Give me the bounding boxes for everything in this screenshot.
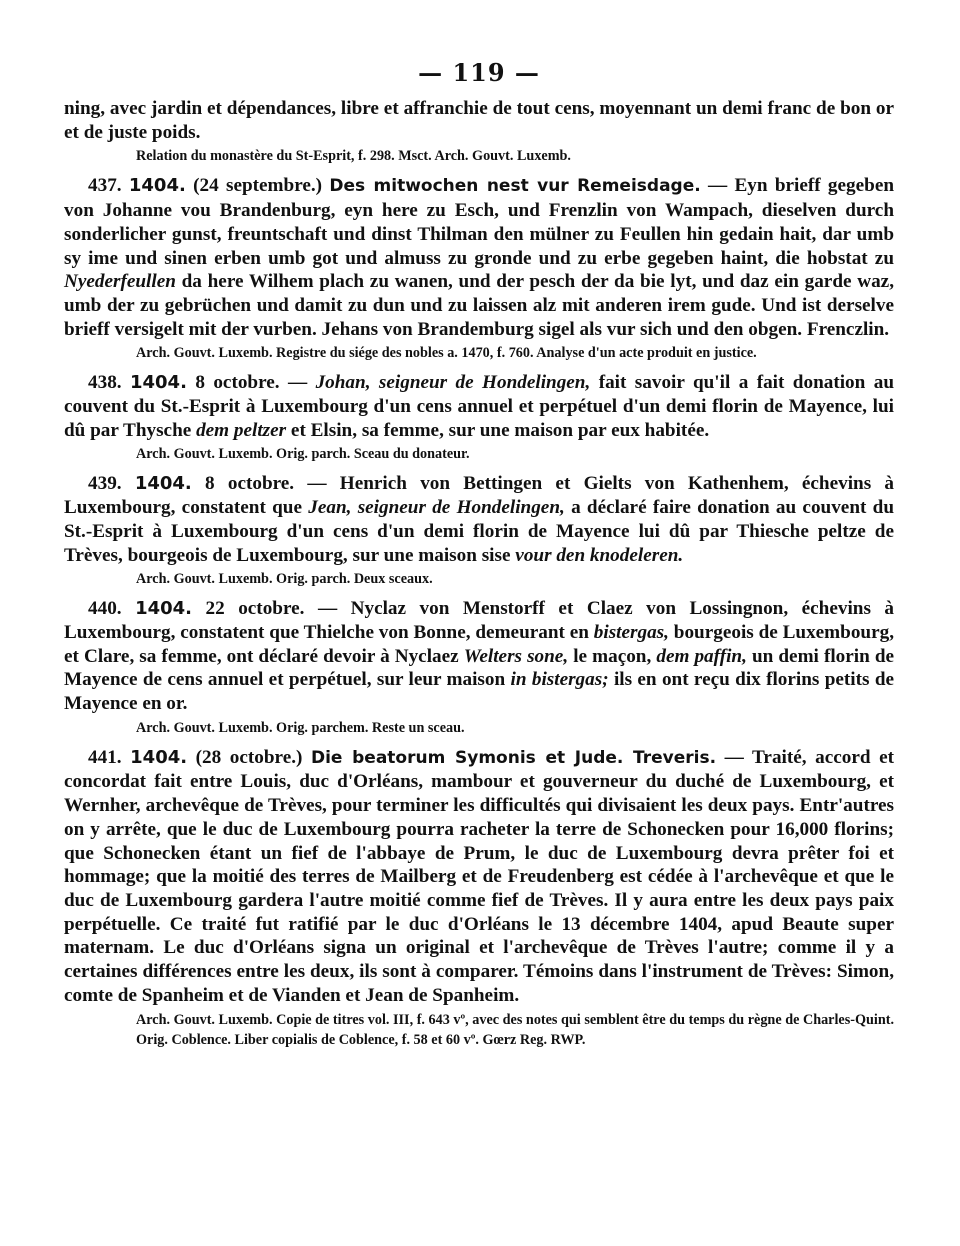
entry-text: le maçon, bbox=[573, 645, 652, 667]
entry-date: (24 septembre.) bbox=[193, 175, 323, 197]
entry-date: 8 octobre. bbox=[205, 473, 295, 495]
entry-year: 1404. bbox=[130, 746, 188, 768]
entry-italic: Nyederfeullen bbox=[64, 271, 176, 293]
entry-italic: vour den knodeleren. bbox=[515, 544, 684, 566]
entry-italic: dem paffin, bbox=[656, 645, 747, 667]
entry-440-text bbox=[64, 597, 894, 716]
entry-number: 439. bbox=[88, 473, 122, 495]
document-page bbox=[64, 58, 894, 1054]
entry-440 bbox=[64, 597, 894, 738]
entry-text: bourgeois de Luxembourg, et Clare, sa femme, ont déclaré devoir à Nyclaez bbox=[64, 621, 895, 667]
entry-year: 1404. bbox=[135, 598, 193, 620]
entry-text: a déclaré faire donation au couvent du St.-Esprit à Luxembourg d'un cens d'un demi florin de Mayence lui dû par Thiesche peltze de Trèves, bourgeois de Luxembourg, sur une maison sise bbox=[64, 497, 894, 566]
entry-439-text bbox=[64, 472, 894, 567]
entry-year: 1404. bbox=[129, 372, 187, 394]
entry-italic: Jean, seigneur de Hondelingen, bbox=[308, 497, 565, 519]
entry-text: fait savoir qu'il a fait donation au couvent du St.-Esprit à Luxembourg d'un cens annuel et perpétuel d'un demi florin de Mayence, lui dû par Thysche bbox=[64, 372, 894, 441]
entry-text: da here Wilhem plach zu wanen, und der pesch der da bie lyt, und daz ein garde waz, umb der zu gebrüchen und damit zu dun und zu laissen alz mit anderen irem gude. Und ist derselve brieff versigelt mit der vurben. Jehans von Brandemburg sigel als vur sich und den obgen. Frenczlin. bbox=[64, 271, 894, 340]
entry-440-source: Arch. Gouvt. Luxemb. Orig. parchem. Reste un sceau. bbox=[136, 719, 465, 736]
entry-441-text bbox=[64, 746, 894, 1008]
entry-italic: Welters sone, bbox=[463, 645, 569, 667]
entry-441 bbox=[64, 746, 894, 1050]
gothic-heading: Die beatorum Symonis et Jude. Treveris. bbox=[310, 747, 717, 768]
entry-text: — bbox=[287, 372, 308, 394]
entry-number: 438. bbox=[88, 372, 122, 394]
entry-date: 22 octobre. bbox=[205, 598, 305, 620]
entry-text: et Elsin, sa femme, sur une maison par eux habitée. bbox=[290, 419, 710, 441]
entry-text: — Henrich von Bettingen et Gielts von Kathenhem, échevins à Luxembourg, constatent que bbox=[64, 473, 895, 519]
entry-438-source: Arch. Gouvt. Luxemb. Orig. parch. Sceau du donateur. bbox=[136, 446, 470, 463]
entry-year: 1404. bbox=[128, 175, 186, 197]
entry-438-text bbox=[64, 371, 894, 442]
entry-text: — Traité, accord et concordat fait entre Louis, duc d'Orléans, mambour et gouverneur du duché de Luxembourg, et Wernher, archevêque de Trèves, pour terminer les difficultés qui divisaient les deux pays. Entr'autres on y arrête, que le duc de Luxembourg pourra racheter la terre de Schonecken pour 16,000 florins; que Schonecken étant un fief de l'abbaye de Prum, le duc de Luxembourg devra prêter foi et hommage; que la moitié des terres de Mailberg et de Freudenberg est cédée à l'archevêque et que le duc de Luxembourg gardera l'autre moitié comme fief de Trèves. Il y aura entre les deux pays paix perpétuelle. Ce traité fut ratifié par le duc d'Orléans le 13 décembre 1404, apud Beaute super maternam. Le duc d'Orléans signa un original et l'archevêque de Trèves l'autre; comme il y a certaines différences entre les deux, ils sont à comparer. Témoins dans l'instrument de Trèves: Simon, comte de Spanheim et de Vianden et Jean de Spanheim. bbox=[64, 746, 895, 1006]
entry-date: (28 octobre.) bbox=[195, 746, 303, 768]
continuation-source: Relation du monastère du St-Esprit, f. 298. Msct. Arch. Gouvt. Luxemb. bbox=[136, 148, 571, 165]
entry-437 bbox=[64, 174, 894, 363]
entry-italic: dem peltzer bbox=[196, 419, 287, 441]
entry-437-source: Arch. Gouvt. Luxemb. Registre du siége des nobles a. 1470, f. 760. Analyse d'un acte produit en justice. bbox=[136, 345, 757, 362]
entry-text: un demi florin de Mayence de cens annuel et perpétuel, sur leur maison bbox=[64, 645, 895, 691]
entry-437-text bbox=[64, 174, 894, 341]
entry-number: 440. bbox=[88, 598, 122, 620]
entry-text: — Nyclaz von Menstorff et Claez von Lossingnon, échevins à Luxembourg, constatent que Thielche von Bonne, demeurant en bbox=[64, 598, 895, 643]
entry-441-source: Arch. Gouvt. Luxemb. Copie de titres vol. III, f. 643 vº, avec des notes qui semblent être du temps du règne de Charles-Quint. Orig. Coblence. Liber copialis de Coblence, f. 58 et 60 vº. Gœrz Reg. RWP. bbox=[136, 1011, 894, 1048]
entry-number: 441. bbox=[88, 746, 122, 768]
entry-italic: Johan, seigneur de Hondelingen, bbox=[315, 372, 591, 394]
gothic-heading: Des mitwochen nest vur Remeisdage. bbox=[329, 176, 701, 197]
entry-number: 437. bbox=[88, 175, 122, 197]
entry-italic: bistergas, bbox=[593, 621, 669, 643]
entry-italic: in bistergas; bbox=[510, 669, 609, 691]
continuation-text: ning, avec jardin et dépendances, libre et affranchie de tout cens, moyennant un demi franc de bon or et de juste poids. bbox=[64, 98, 894, 143]
entry-year: 1404. bbox=[134, 473, 192, 495]
entry-438 bbox=[64, 371, 894, 464]
entry-439-source: Arch. Gouvt. Luxemb. Orig. parch. Deux sceaux. bbox=[136, 571, 433, 588]
entry-date: 8 octobre. bbox=[195, 372, 280, 394]
entry-text: ils en ont reçu dix florins petits de Mayence en or. bbox=[64, 669, 895, 715]
page-number: — 119 — bbox=[418, 58, 540, 87]
entry-text: — Eyn brieff gegeben von Johanne vou Brandenburg, eyn here zu Esch, und Frenzlin von Wampach, dieselven durch sonderlicher gunst, freuntschaft und dinst Thilman den mülner zu Feullen hin gedain hait, dar umb sy ime und sinen erben umb got und almuss zu gronde und zu erbe gegeben haint, die hobstat zu bbox=[64, 175, 895, 269]
entry-439 bbox=[64, 472, 894, 589]
